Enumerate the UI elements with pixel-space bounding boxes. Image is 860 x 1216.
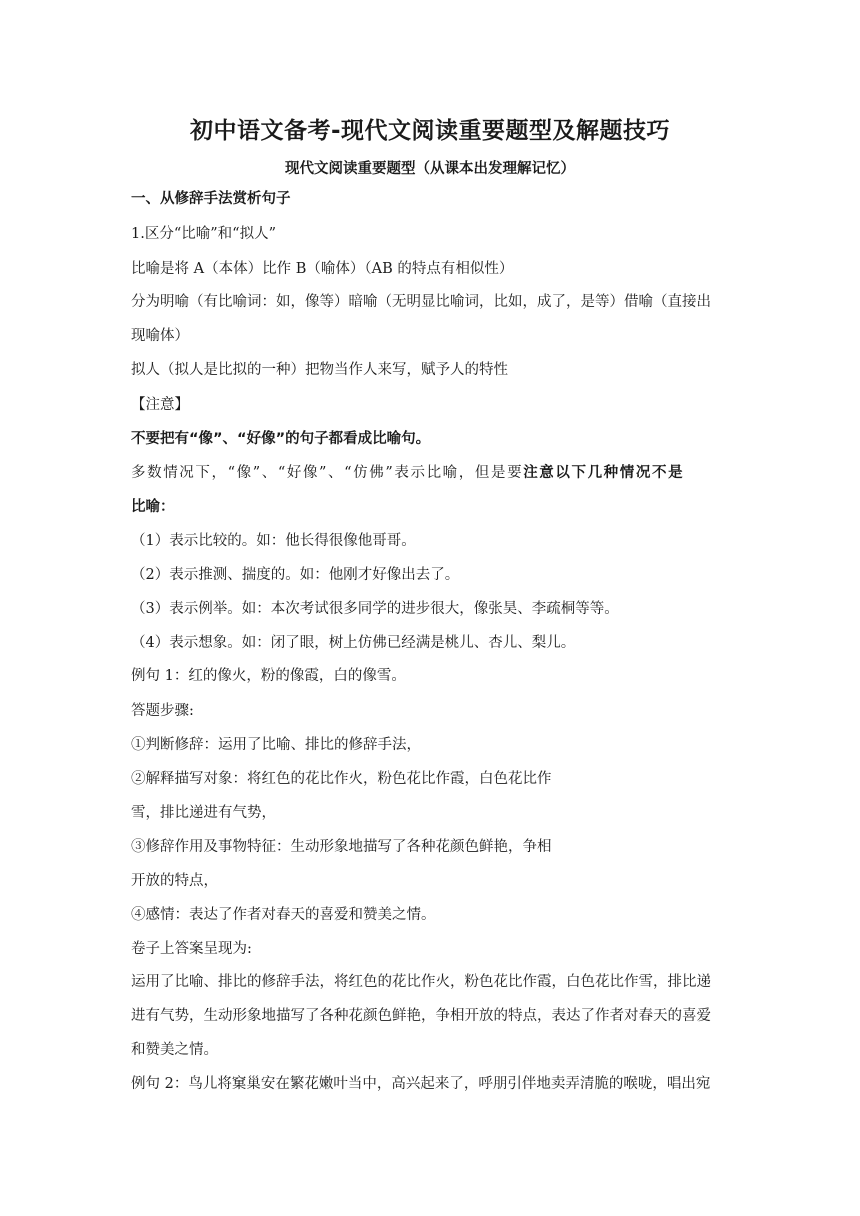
step-line: 雪，排比递进有气势， — [131, 805, 276, 821]
step-line: ②解释描写对象：将红色的花比作火，粉色花比作霞，白色花比作 — [131, 771, 552, 787]
list-item: （1）表示比较的。如：他长得很像他哥哥。 — [131, 533, 416, 549]
answer-line: 运用了比喻、排比的修辞手法，将红色的花比作火，粉色花比作霞，白色花比作雪，排比递 — [131, 974, 711, 990]
paragraph-line: 拟人（拟人是比拟的一种）把物当作人来写，赋予人的特性 — [131, 362, 508, 378]
paragraph-line: 分为明喻（有比喻词：如，像等）暗喻（无明显比喻词，比如，成了，是等）借喻（直接出 — [131, 294, 711, 310]
bold-emphasis: 注意以下几种情况不是 — [523, 465, 685, 481]
text-span: 多数情况下，“像”、“好像”、“仿佛”表示比喻，但是要 — [131, 465, 524, 481]
example-line: 例句 1：红的像火，粉的像霞，白的像雪。 — [131, 668, 406, 684]
note-heading: 【注意】 — [131, 397, 189, 413]
paragraph-line — [131, 463, 731, 483]
paragraph-line: 比喻是将 A（本体）比作 B（喻体）（AB 的特点有相似性） — [131, 261, 514, 277]
list-item: （2）表示推测、揣度的。如：他刚才好像出去了。 — [131, 567, 460, 583]
list-item: （4）表示想象。如：闭了眼，树上仿佛已经满是桃儿、杏儿、梨儿。 — [131, 635, 576, 651]
answer-line: 和赞美之情。 — [131, 1042, 218, 1058]
section-heading: 一、从修辞手法赏析句子 — [131, 191, 291, 207]
note-bold-line: 不要把有“像”、“好像”的句子都看成比喻句。 — [131, 431, 431, 447]
list-item: （3）表示例举。如：本次考试很多同学的进步很大，像张昊、李疏桐等等。 — [131, 601, 619, 617]
step-line: ④感情：表达了作者对春天的喜爱和赞美之情。 — [131, 907, 436, 923]
document-title: 初中语文备考-现代文阅读重要题型及解题技巧 — [189, 118, 671, 144]
step-line: ①判断修辞：运用了比喻、排比的修辞手法， — [131, 737, 421, 753]
step-line: ③修辞作用及事物特征：生动形象地描写了各种花颜色鲜艳，争相 — [131, 839, 552, 855]
paragraph-line: 答题步骤: — [131, 703, 194, 719]
paragraph-line: 1.区分“比喻”和“拟人” — [131, 226, 276, 242]
paragraph-line: 比喻： — [131, 499, 175, 515]
answer-line: 进有气势，生动形象地描写了各种花颜色鲜艳，争相开放的特点，表达了作者对春天的喜爱 — [131, 1008, 711, 1024]
paragraph-line: 卷子上答案呈现为: — [131, 941, 252, 957]
paragraph-line: 现喻体） — [131, 328, 189, 344]
step-line: 开放的特点， — [131, 873, 218, 889]
example-line: 例句 2：鸟儿将窠巢安在繁花嫩叶当中，高兴起来了，呼朋引伴地卖弄清脆的喉咙，唱出宛 — [131, 1076, 711, 1092]
document-subtitle: 现代文阅读重要题型（从课本出发理解记忆） — [285, 161, 575, 177]
